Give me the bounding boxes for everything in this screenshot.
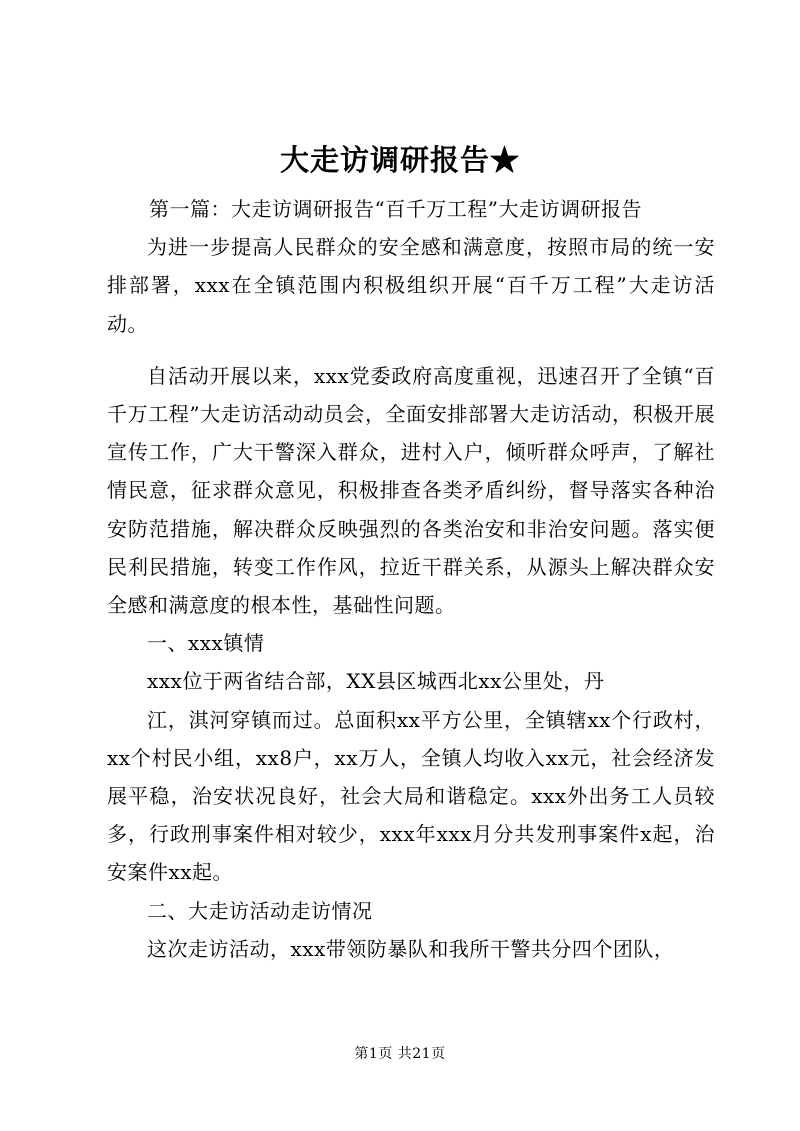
document-body	[107, 190, 715, 968]
section-heading-town: 一、xxx镇情	[147, 631, 265, 656]
page-number: 第1页 共21页	[354, 1046, 446, 1062]
paragraph-gap	[107, 343, 715, 357]
chapter-heading: 第一篇：大走访调研报告“百千万工程”大走访调研报告	[149, 197, 642, 221]
paragraph-town-stats: 江，淇河穿镇而过。总面积xx平方公里，全镇辖xx个行政村，xx个村民小组，xx8户，xx万人，全镇人均收入xx元，社会经济发展平稳，治安状况良好，社会大局和谐稳定。xxx外出务工人员较多，行政刑事案件相对较少，xxx年xxx月分共发刑事案件x起，治安案件xx起。	[107, 707, 715, 885]
document-title: 大走访调研报告★	[279, 143, 520, 177]
section-heading-visits: 二、大走访活动走访情况	[147, 898, 373, 923]
paragraph-intro: 为进一步提高人民群众的安全感和满意度，按照市局的统一安排部署，xxx在全镇范围内积极组织开展“百千万工程”大走访活动。	[107, 235, 715, 336]
paragraph-activity: 自活动开展以来，xxx党委政府高度重视，迅速召开了全镇“百千万工程”大走访活动动员会，全面安排部署大走访活动，积极开展宣传工作，广大干警深入群众，进村入户，倾听群众呼声，了解社情民意，征求群众意见，积极排查各类矛盾纠纷，督导落实各种治安防范措施，解决群众反映强烈的各类治安和非治安问题。落实便民利民措施，转变工作作风，拉近干群关系，从源头上解决群众安全感和满意度的根本性，基础性问题。	[107, 363, 715, 618]
paragraph-visits: 这次走访活动，xxx带领防暴队和我所干警共分四个团队，	[147, 936, 675, 961]
paragraph-town-location: xxx位于两省结合部，XX县区城西北xx公里处，丹	[147, 669, 605, 694]
